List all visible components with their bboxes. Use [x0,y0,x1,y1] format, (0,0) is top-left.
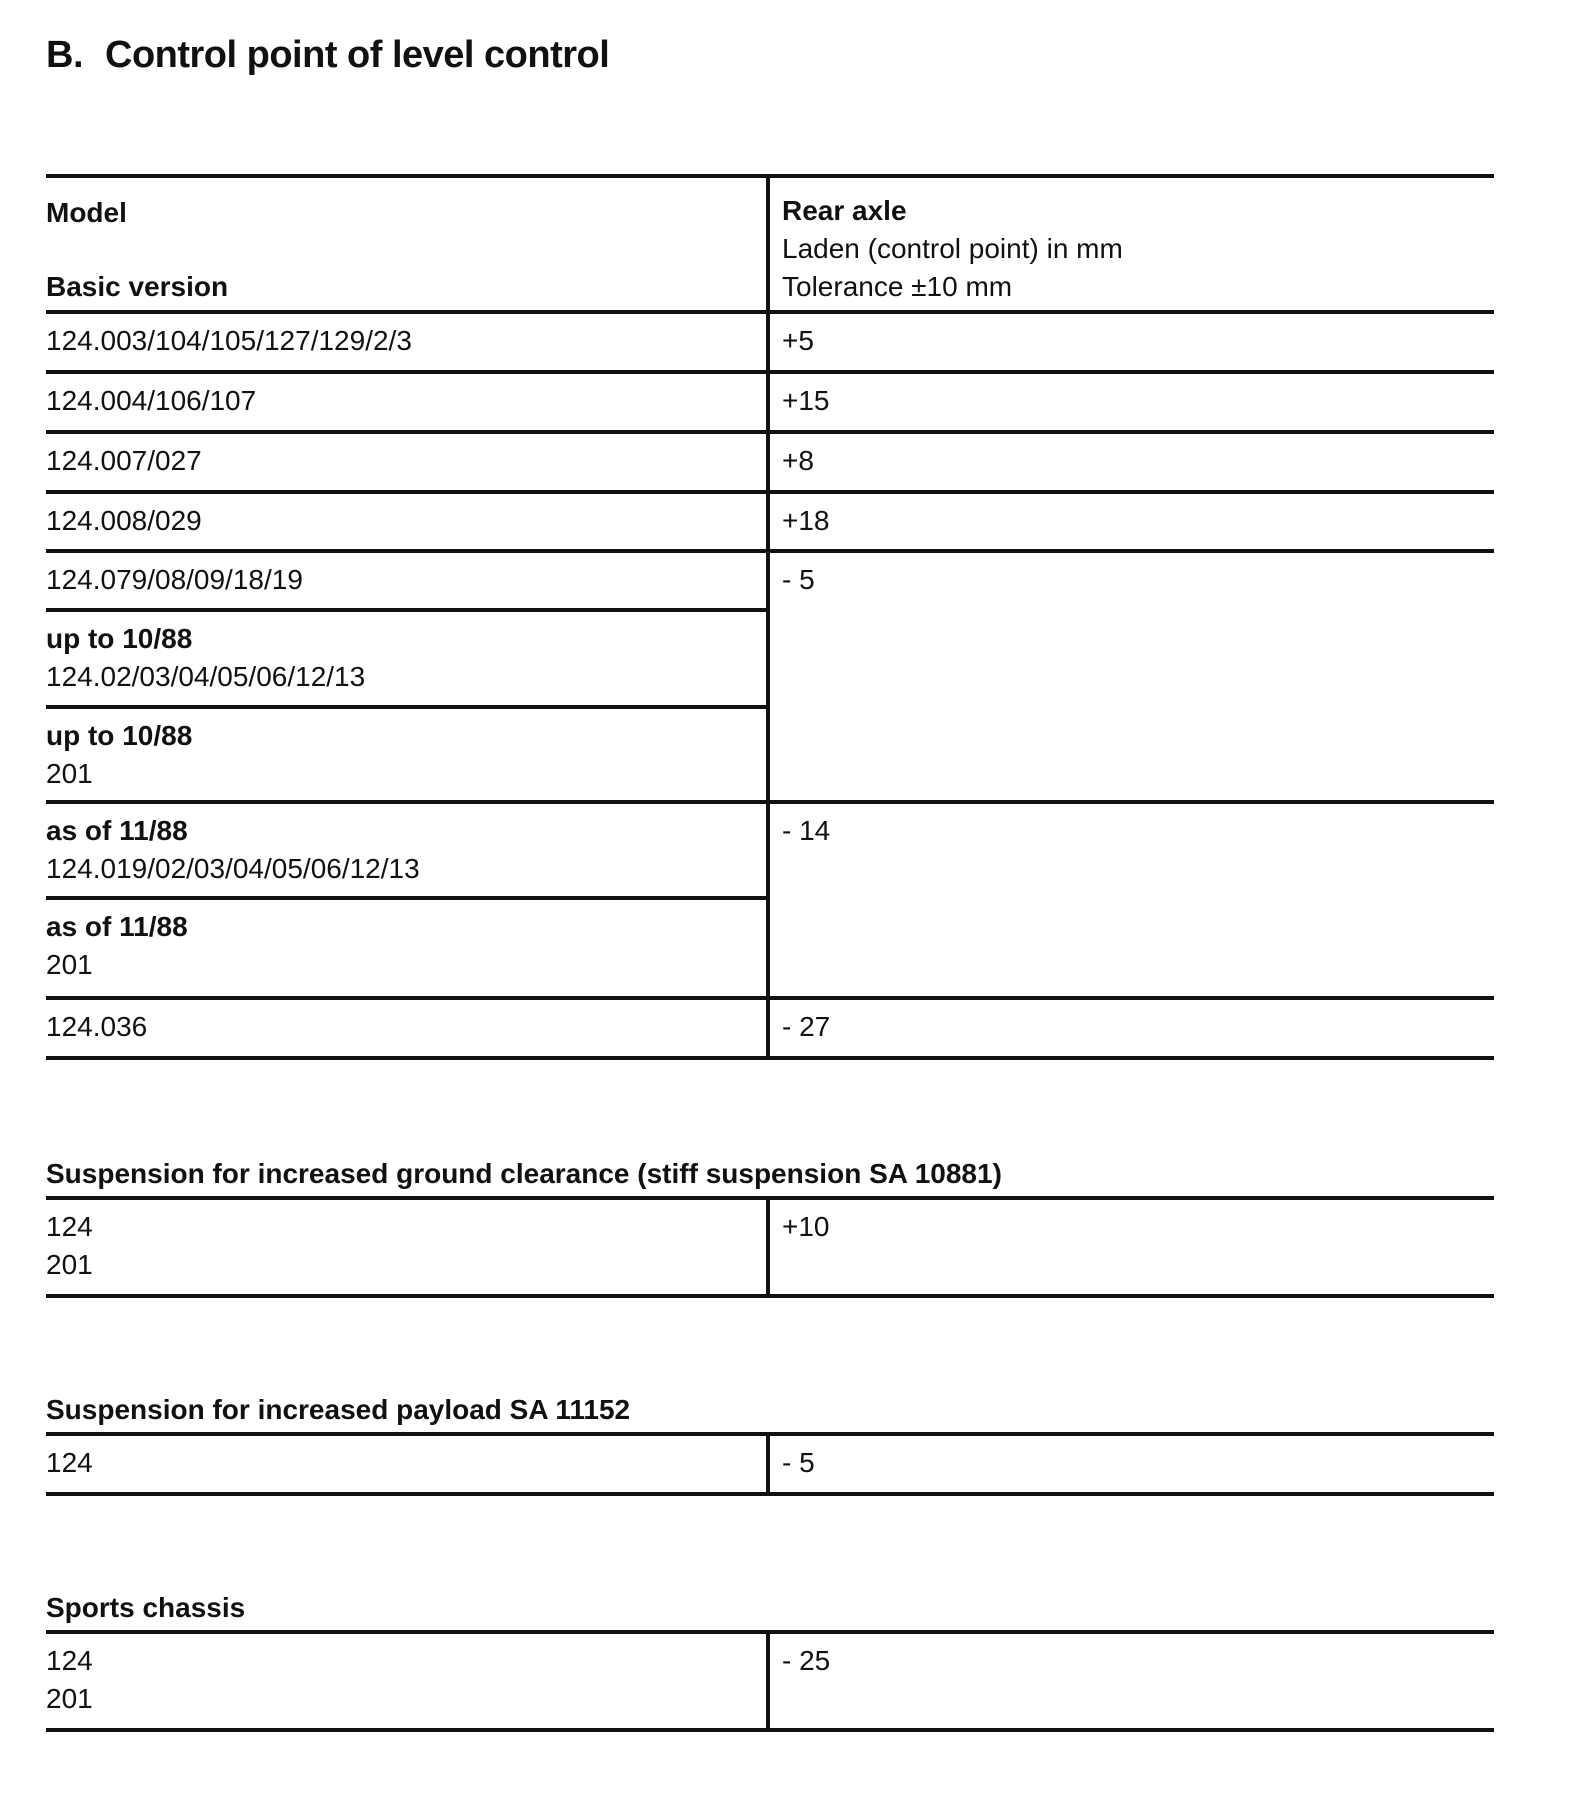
table-rule [46,549,1494,553]
sports-chassis-table [46,1630,1494,1734]
section-model: 124 [46,1645,93,1676]
table-rule [46,1432,1494,1436]
table-rule [46,705,766,709]
section-value: - 25 [782,1645,831,1676]
table-row-model: 124.036 [46,1011,148,1042]
header-rear-axle: Rear axle [782,195,907,226]
table-row-value: +5 [782,325,814,356]
table-row-model: 124.007/027 [46,445,202,476]
section-model: 124 [46,1211,93,1242]
section-heading: Suspension for increased payload SA 11152 [46,1394,631,1425]
table-rule [46,1630,1494,1634]
table-rule [46,1728,1494,1732]
section-heading: Sports chassis [46,1592,246,1623]
section-value: - 5 [782,1447,815,1478]
table-rule [46,310,1494,314]
table-row-value: +8 [782,445,814,476]
section-heading: Suspension for increased ground clearance (stiff suspension SA 10881) [46,1158,1002,1189]
column-divider [766,174,770,1060]
table-row-qualifier: up to 10/88 [46,720,193,751]
title-text: Control point of level control [105,34,610,76]
table-rule [46,800,1494,804]
header-laden: Laden (control point) in mm [782,233,1123,264]
table-rule [46,1196,1494,1200]
section-model: 201 [46,1249,93,1280]
table-row-value: - 14 [782,815,831,846]
header-basic-version: Basic version [46,271,229,302]
table-rule [46,490,1494,494]
section-value: +10 [782,1211,830,1242]
header-tolerance: Tolerance ±10 mm [782,271,1013,302]
table-rule [46,608,766,612]
column-divider [766,1630,770,1732]
table-rule [46,896,766,900]
column-divider [766,1432,770,1496]
table-row-value: - 27 [782,1011,831,1042]
table-row-model: 124.004/106/107 [46,385,257,416]
header-model: Model [46,197,127,228]
table-row-model: 124.008/029 [46,505,202,536]
table-row-qualifier: as of 11/88 [46,815,188,846]
page-title [46,34,609,77]
table-row-model: 124.019/02/03/04/05/06/12/13 [46,853,420,884]
payload-table [46,1432,1494,1498]
table-row-qualifier: as of 11/88 [46,911,188,942]
section-letter: B. [46,34,83,76]
table-rule [46,174,1494,178]
table-row-model: 201 [46,949,93,980]
table-row-value: +18 [782,505,830,536]
table-row-value: +15 [782,385,830,416]
ground-clearance-table [46,1196,1494,1300]
table-rule [46,370,1494,374]
table-row-qualifier: up to 10/88 [46,623,193,654]
section-model: 201 [46,1683,93,1714]
table-rule [46,430,1494,434]
table-rule [46,996,1494,1000]
table-row-model: 124.02/03/04/05/06/12/13 [46,661,366,692]
main-table [46,174,1494,1062]
table-row-model: 201 [46,758,93,789]
table-row-model: 124.003/104/105/127/129/2/3 [46,325,412,356]
table-rule [46,1492,1494,1496]
section-model: 124 [46,1447,93,1478]
table-row-model: 124.079/08/09/18/19 [46,564,303,595]
table-row-value: - 5 [782,564,815,595]
table-rule [46,1056,1494,1060]
table-rule [46,1294,1494,1298]
column-divider [766,1196,770,1298]
